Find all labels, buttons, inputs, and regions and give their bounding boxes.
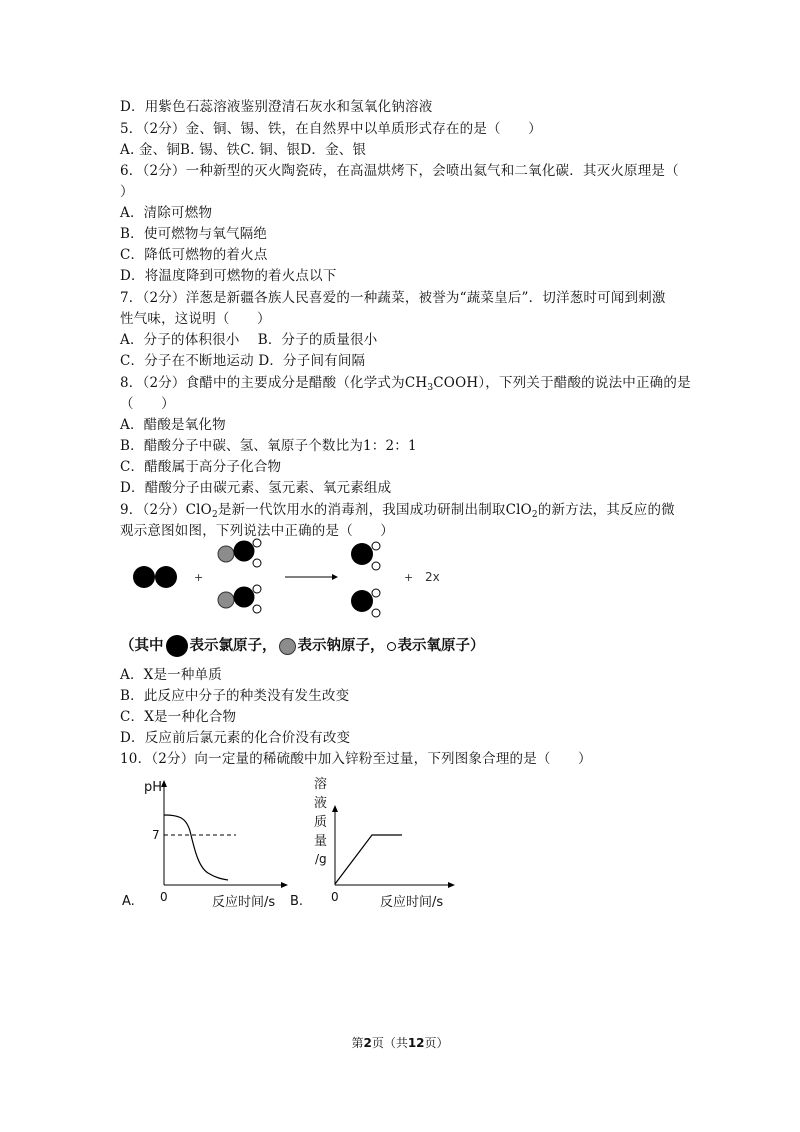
- footer-middle: 页（共: [371, 1036, 408, 1050]
- q8-option-d: D．醋酸分子由碳元素、氢元素、氧元素组成: [120, 480, 392, 496]
- q6-option-b: B．使可燃物与氧气隔绝: [120, 226, 268, 242]
- x-axis-arrow-icon-b: [448, 882, 455, 888]
- q8-option-a: A．醋酸是氧化物: [120, 417, 226, 433]
- graph-b-ylabel-4: 量: [314, 834, 328, 849]
- q6-stem-line2: ）: [120, 184, 134, 200]
- footer-suffix: 页）: [424, 1036, 449, 1050]
- q4-option-d: D．用紫色石蕊溶液鉴别澄清石灰水和氢氧化钠溶液: [120, 99, 433, 115]
- q7-options-ab: A．分子的体积很小 B．分子的质量很小: [120, 332, 378, 348]
- q5-options: A. 金、铜B. 锡、铁C. 铜、银D．金、银: [120, 142, 367, 158]
- legend-prefix: （其中: [120, 638, 164, 654]
- q6-option-c: C．降低可燃物的着火点: [120, 247, 268, 263]
- x-axis-arrow-icon: [281, 882, 288, 888]
- legend-chlorine: 表示氯原子，: [189, 638, 277, 654]
- q7-options-cd: C．分子在不断地运动 D．分子间有间隔: [120, 353, 366, 369]
- graph-a-ylabel: pH: [144, 780, 163, 795]
- q9-option-d: D．反应前后氯元素的化合价没有改变: [120, 730, 351, 746]
- q9-option-b: B．此反应中分子的种类没有发生改变: [120, 688, 350, 704]
- graph-a-xlabel: 反应时间/s: [212, 895, 276, 910]
- graph-b-ylabel-1: 溶: [314, 777, 328, 792]
- legend-oxygen: 表示氧原子）: [397, 638, 485, 654]
- chlorine-dioxide-molecule-icon: [351, 542, 380, 570]
- chlorine-atom-icon: [166, 635, 188, 657]
- q10-stem: 10．（2分）向一定量的稀硫酸中加入锌粉至过量，下列图象合理的是（ ）: [120, 751, 592, 767]
- graph-b-ylabel-2: 液: [314, 796, 328, 811]
- q9-option-c: C．X是一种化合物: [120, 709, 237, 725]
- sodium-atom-icon: [279, 638, 296, 655]
- q9-reaction-diagram: [120, 535, 460, 620]
- graph-a-option-label: A.: [122, 894, 135, 909]
- graph-b-line: [335, 835, 402, 884]
- graph-b-option-label: B.: [290, 894, 304, 909]
- q9-stem-text-b: 是新一代饮用水的消毒剂，我国成功研制出制取ClO: [217, 502, 532, 518]
- q7-stem-line1: 7．（2分）洋葱是新疆各族人民喜爱的一种蔬菜，被誉为“蔬菜皇后”．切洋葱时可闻到刺激: [120, 290, 666, 306]
- q8-stem-line2: （ ）: [120, 396, 175, 412]
- q10-graph-b: [288, 770, 463, 910]
- q9-stem-text-c: 的新方法，其反应的微: [537, 502, 675, 518]
- footer-total-pages: 12: [407, 1036, 425, 1050]
- q9-stem-line1: [120, 500, 675, 520]
- q8-stem-line1: [120, 373, 691, 393]
- plus-sign-2: +: [404, 571, 414, 584]
- q10-graph-a: [118, 775, 293, 910]
- graph-b-ylabel-3: 质: [314, 815, 328, 830]
- q8-option-b: B．醋酸分子中碳、氢、氧原子个数比为1：2：1: [120, 438, 417, 454]
- graph-b-origin: 0: [331, 890, 339, 904]
- graph-a-curve: [164, 815, 228, 880]
- q9-stem-subscript-1: 2: [211, 510, 218, 520]
- reaction-arrow-icon: [285, 574, 338, 580]
- sodium-chlorite-molecule-icon-2: [218, 585, 261, 613]
- graph-b-xlabel: 反应时间/s: [380, 895, 444, 910]
- chlorine-dioxide-molecule-icon-2: [351, 589, 380, 617]
- q9-stem-subscript-2: 2: [531, 510, 538, 520]
- sodium-chlorite-molecule-icon: [218, 539, 261, 567]
- q8-stem-text-b: COOH），下列关于醋酸的说法中正确的是: [433, 375, 691, 391]
- q5-stem: 5．（2分）金、铜、锡、铁，在自然界中以单质形式存在的是（ ）: [120, 121, 542, 137]
- footer-page-number: 2: [363, 1036, 372, 1050]
- graph-a-ref-tick: 7: [152, 828, 160, 842]
- plus-sign-1: +: [194, 571, 204, 584]
- q6-option-a: A．清除可燃物: [120, 205, 213, 221]
- q8-option-c: C．醋酸属于高分子化合物: [120, 459, 282, 475]
- q8-stem-text-a: 8．（2分）食醋中的主要成分是醋酸（化学式为CH: [120, 375, 428, 391]
- product-2x: 2x: [425, 570, 440, 584]
- oxygen-atom-icon: [387, 642, 396, 651]
- q7-stem-line2: 性气味，这说明（ ）: [120, 311, 271, 327]
- chlorine-molecule-icon: [133, 566, 177, 588]
- graph-a-origin: 0: [160, 890, 168, 904]
- q6-option-d: D．将温度降到可燃物的着火点以下: [120, 268, 337, 284]
- legend-sodium: 表示钠原子，: [297, 638, 385, 654]
- q9-stem-text-a: 9．（2分）ClO: [120, 502, 212, 518]
- graph-b-yunit: /g: [315, 852, 327, 866]
- q9-option-a: A．X是一种单质: [120, 667, 222, 683]
- footer-prefix: 第: [351, 1036, 364, 1050]
- q9-stem-line2: 观示意图如图，下列说法中正确的是（ ）: [120, 523, 394, 539]
- page-footer: [0, 1034, 800, 1051]
- q8-stem-subscript: 3: [427, 383, 434, 393]
- q9-legend: [120, 634, 485, 657]
- y-axis-arrow-icon-b: [332, 805, 338, 812]
- q6-stem-line1: 6．（2分）一种新型的灭火陶瓷砖，在高温烘烤下，会喷出氦气和二氧化碳．其灭火原理是（: [120, 163, 679, 179]
